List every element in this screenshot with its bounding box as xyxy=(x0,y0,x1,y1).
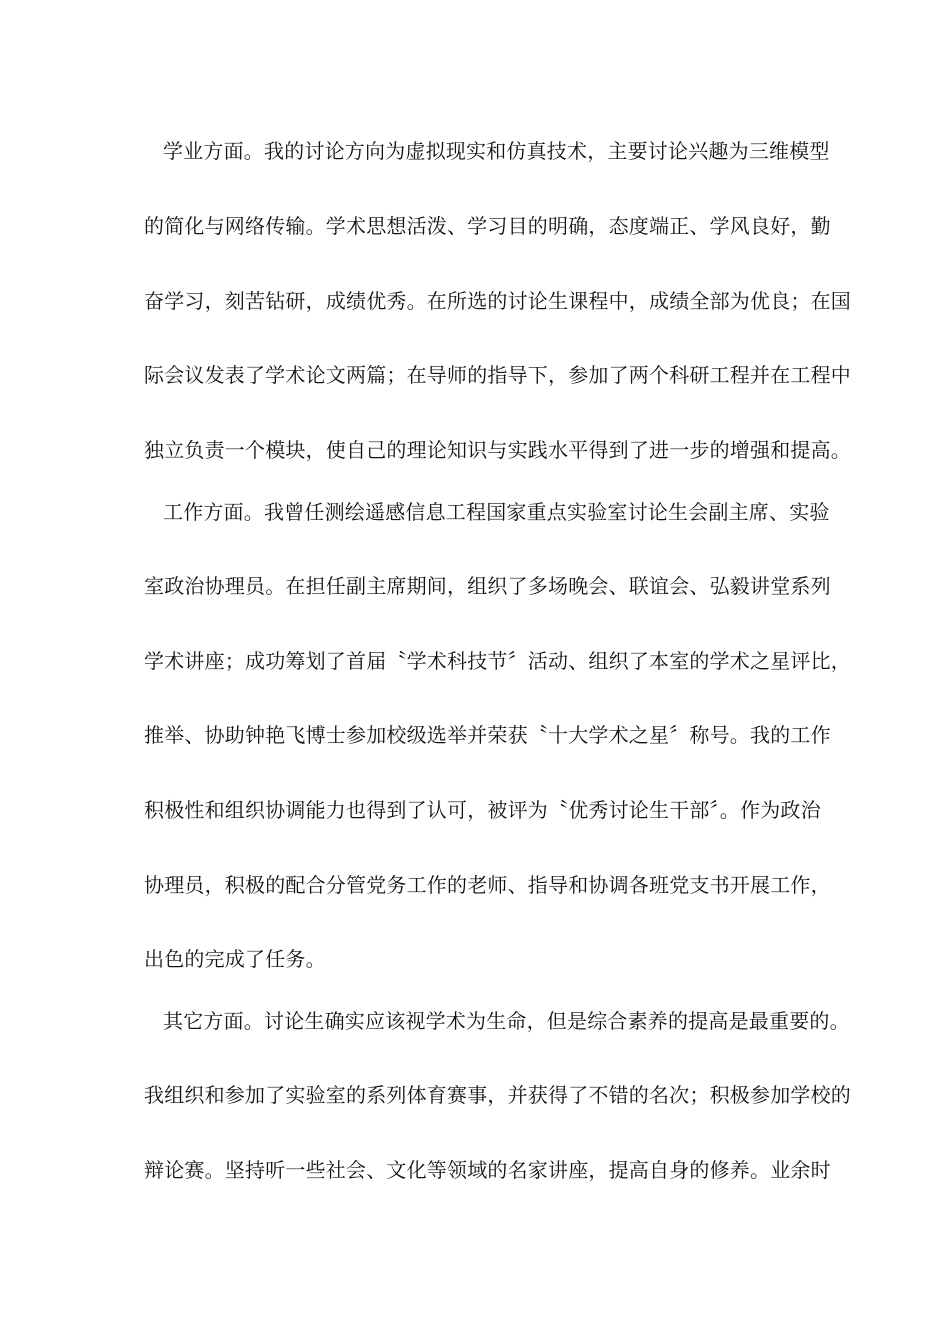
paragraph-line: 学业方面。我的讨论方向为虚拟现实和仿真技术，主要讨论兴趣为三维模型 xyxy=(163,139,830,163)
paragraph-line: 出色的完成了任务。 xyxy=(144,947,326,971)
paragraph-line: 工作方面。我曾任测绘遥感信息工程国家重点实验室讨论生会副主席、实验 xyxy=(163,500,830,524)
paragraph-line: 辩论赛。坚持听一些社会、文化等领域的名家讲座，提高自身的修养。业余时 xyxy=(144,1158,831,1182)
paragraph-line: 其它方面。讨论生确实应该视学术为生命，但是综合素养的提高是最重要的。 xyxy=(163,1009,850,1033)
paragraph-line: 积极性和组织协调能力也得到了认可，被评为〝优秀讨论生干部〞。作为政治 xyxy=(144,798,821,822)
paragraph-line: 室政治协理员。在担任副主席期间，组织了多场晚会、联谊会、弘毅讲堂系列 xyxy=(144,574,831,598)
paragraph-line: 我组织和参加了实验室的系列体育赛事，并获得了不错的名次；积极参加学校的 xyxy=(144,1083,851,1107)
paragraph-line: 的简化与网络传输。学术思想活泼、学习目的明确，态度端正、学风良好，勤 xyxy=(144,214,831,238)
paragraph-line: 协理员，积极的配合分管党务工作的老师、指导和协调各班党支书开展工作， xyxy=(144,873,831,897)
paragraph-line: 学术讲座；成功筹划了首届〝学术科技节〞活动、组织了本室的学术之星评比， xyxy=(144,649,851,673)
paragraph-line: 际会议发表了学术论文两篇；在导师的指导下，参加了两个科研工程并在工程中 xyxy=(144,363,851,387)
paragraph-line: 独立负责一个模块，使自己的理论知识与实践水平得到了进一步的增强和提高。 xyxy=(144,438,851,462)
paragraph-line: 奋学习，刻苦钻研，成绩优秀。在所选的讨论生课程中，成绩全部为优良；在国 xyxy=(144,289,851,313)
paragraph-line: 推举、协助钟艳飞博士参加校级选举并荣获〝十大学术之星〞称号。我的工作 xyxy=(144,723,831,747)
